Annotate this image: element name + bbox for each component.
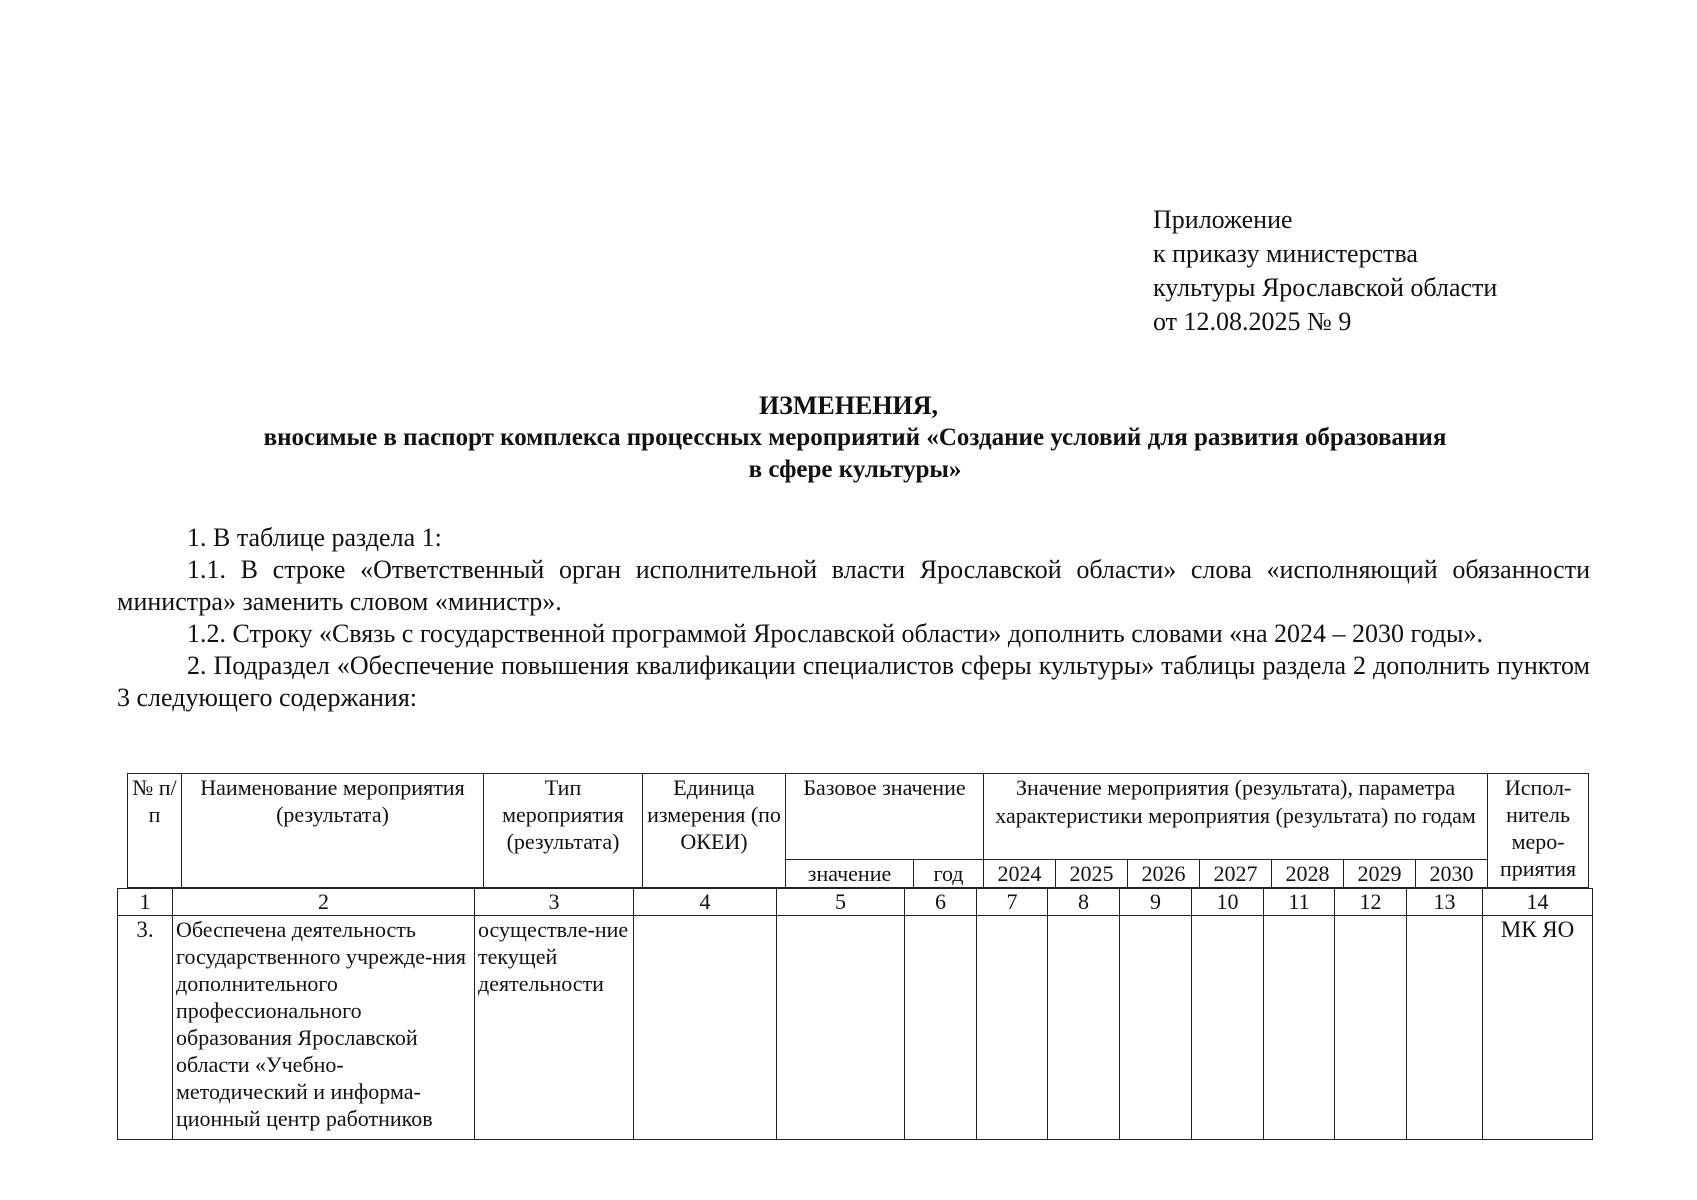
table-body: [117, 915, 1593, 1140]
appendix-date: от 12.08.2025 № 9: [1153, 307, 1352, 336]
row-year-value: [1120, 916, 1192, 1140]
row-year-value: [1407, 916, 1483, 1140]
column-number: 12: [1335, 889, 1407, 916]
table-row: [118, 916, 1593, 1140]
header-base: Базовое значение: [786, 774, 984, 860]
column-number: 3: [475, 889, 634, 916]
row-base-year: [905, 916, 977, 1140]
column-number: 10: [1192, 889, 1264, 916]
document-body: [117, 522, 1590, 714]
row-year-value: [1048, 916, 1120, 1140]
header-year: 2024: [984, 860, 1056, 888]
row-year-value: [977, 916, 1048, 1140]
column-number: 1: [118, 889, 173, 916]
paragraph: 2. Подраздел «Обеспечение повышения квалификации специалистов сферы культуры» таблицы раздела 2 дополнить пунктом 3 следующего содержания:: [117, 651, 1590, 712]
header-year: 2027: [1200, 860, 1272, 888]
column-number: 11: [1264, 889, 1335, 916]
appendix-line: Приложение: [1153, 205, 1293, 234]
header-type: Тип мероприятия (результата): [484, 774, 643, 888]
subtitle-line: вносимые в паспорт комплекса процессных мероприятий «Создание условий для развития образования: [263, 424, 1447, 451]
column-number: 8: [1048, 889, 1120, 916]
document-subtitle: [180, 422, 1530, 486]
header-year: 2030: [1416, 860, 1488, 888]
header-name: Наименование мероприятия (результата): [182, 774, 484, 888]
header-executor: Испол-нитель меро-приятия: [1488, 774, 1589, 888]
appendix-line: культуры Ярославской области: [1153, 273, 1498, 302]
header-year: 2026: [1128, 860, 1200, 888]
appendix-header: [1153, 203, 1497, 339]
table-column-numbers: [117, 888, 1593, 916]
row-year-value: [1335, 916, 1407, 1140]
row-type: осуществле-ние текущей деятельности: [475, 916, 634, 1140]
appendix-line: к приказу министерства: [1153, 239, 1418, 268]
row-year-value: [1192, 916, 1264, 1140]
column-number: 13: [1407, 889, 1483, 916]
column-number: 7: [977, 889, 1048, 916]
header-year: 2029: [1344, 860, 1416, 888]
column-number: 9: [1120, 889, 1192, 916]
row-year-value: [1264, 916, 1335, 1140]
column-number: 2: [173, 889, 475, 916]
document-title: ИЗМЕНЕНИЯ,: [758, 391, 939, 420]
column-number: 4: [634, 889, 777, 916]
header-num: № п/п: [128, 774, 182, 888]
subtitle-line: в сфере культуры»: [748, 456, 962, 483]
paragraph: 1. В таблице раздела 1:: [187, 523, 442, 552]
row-executor: МК ЯО: [1483, 916, 1593, 1140]
table-header: [127, 773, 1589, 888]
header-values: Значение мероприятия (результата), параметра характеристики мероприятия (результата) по годам: [984, 774, 1488, 860]
column-number: 5: [777, 889, 905, 916]
header-base-year: год: [914, 860, 984, 888]
paragraph: 1.2. Строку «Связь с государственной программой Ярославской области» дополнить словами «на 2024 – 2030 годы».: [187, 619, 1484, 648]
paragraph: 1.1. В строке «Ответственный орган исполнительной власти Ярославской области» слова «исполняющий обязанности министра» заменить словом «министр».: [117, 555, 1590, 616]
column-number: 6: [905, 889, 977, 916]
header-year: 2028: [1272, 860, 1344, 888]
row-base-value: [777, 916, 905, 1140]
row-unit: [634, 916, 777, 1140]
header-year: 2025: [1056, 860, 1128, 888]
row-num: 3.: [118, 916, 173, 1140]
row-name: Обеспечена деятельность государственного учрежде-ния дополнительного профессионального образования Ярославской области «Учебно-методический и информа-ционный центр работников: [173, 916, 475, 1140]
header-base-value: значение: [786, 860, 914, 888]
header-unit: Единица измерения (по ОКЕИ): [643, 774, 786, 888]
column-number: 14: [1483, 889, 1593, 916]
